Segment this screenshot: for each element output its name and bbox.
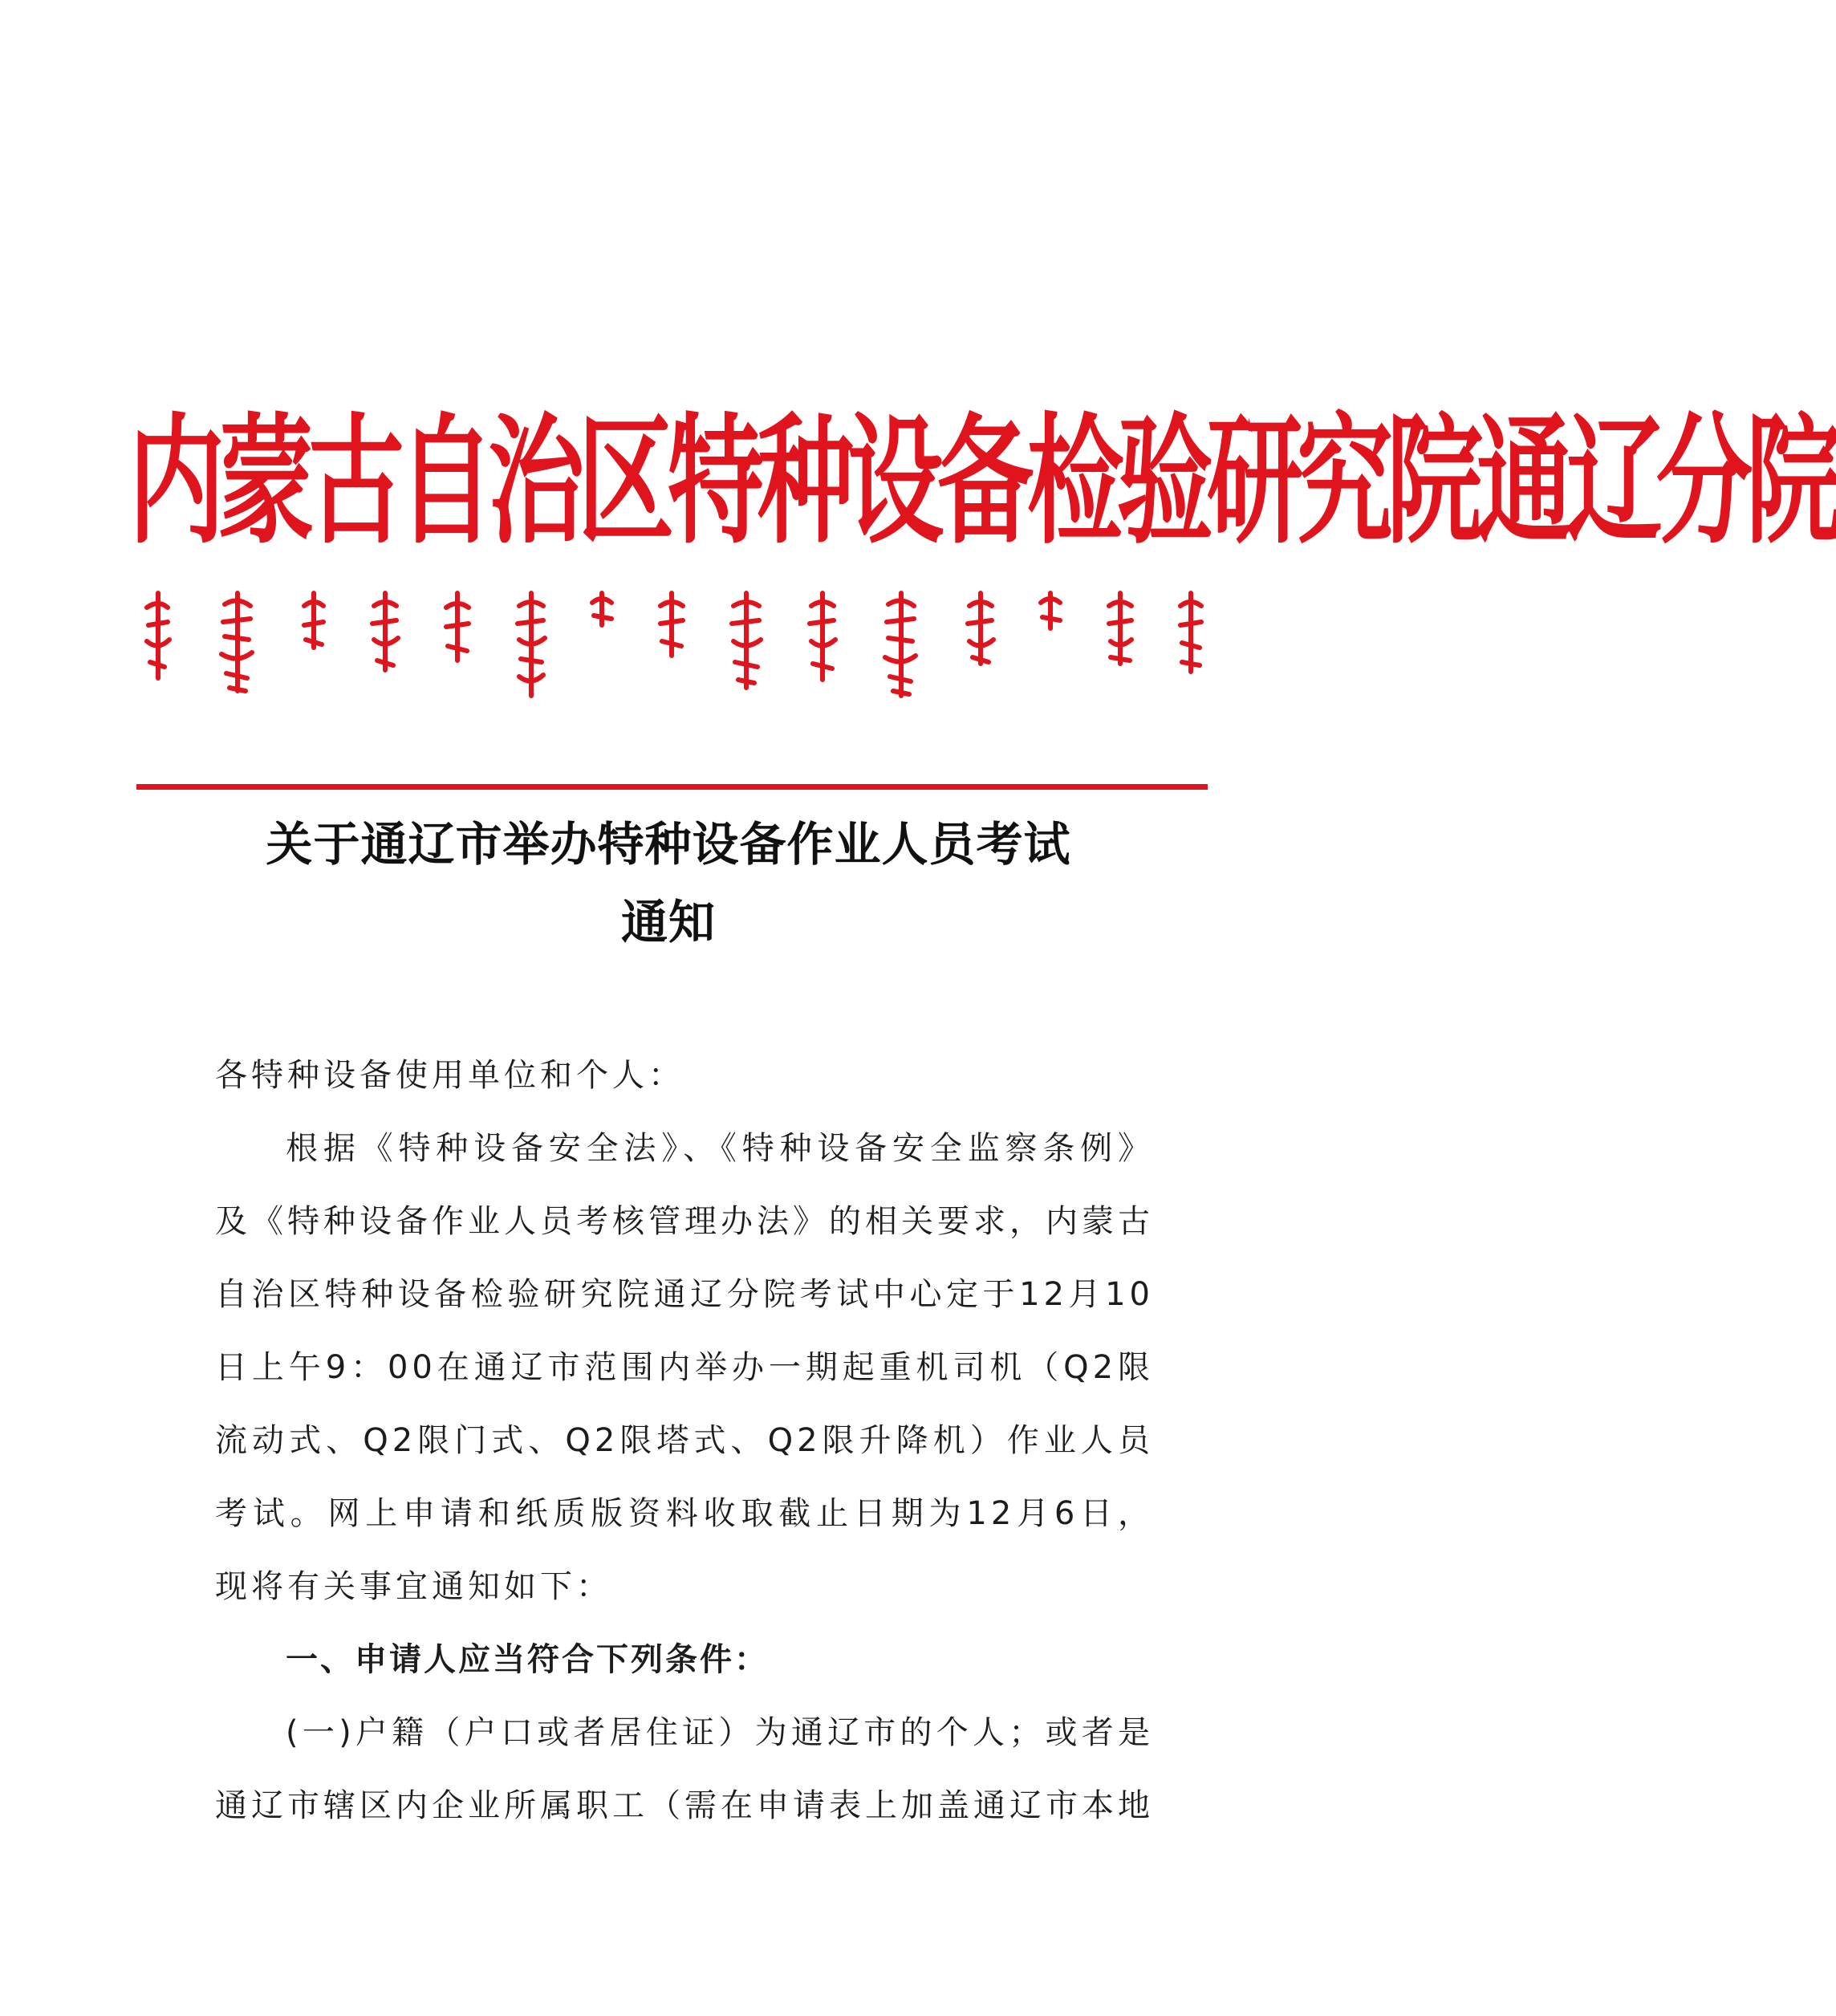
paragraph-intro: 根据《特种设备安全法》、《特种设备安全监察条例》及《特种设备作业人员考核管理办法》的相关要求，内蒙古自治区特种设备检验研究院通辽分院考试中心定于12月10日上午9：00在通辽市范围内举办一期起重机司机（Q2限流动式、Q2限门式、Q2限塔式、Q2限升降机）作业人员考试。网上申请和纸质版资料收取截止日期为12月6日，现将有关事宜通知如下： xyxy=(215,1130,1154,1605)
mongolian-word-9 xyxy=(725,590,767,694)
mongolian-word-4 xyxy=(366,590,404,678)
mongolian-word-12 xyxy=(961,590,1000,670)
letterhead-mongolian-script xyxy=(140,590,1208,702)
mongolian-word-8 xyxy=(654,590,689,662)
mongolian-word-15 xyxy=(1174,590,1208,678)
mongolian-word-11 xyxy=(877,590,925,702)
mongolian-word-7 xyxy=(587,590,618,630)
mongolian-word-1 xyxy=(140,590,177,686)
document-title-line1: 关于通辽市举办特种设备作业人员考试 xyxy=(266,817,1071,872)
mongolian-word-3 xyxy=(298,590,330,654)
document-body xyxy=(215,1039,1154,1843)
letterhead-title: 内蒙古自治区特种设备检验研究院通辽分院 xyxy=(128,399,1836,564)
salutation: 各特种设备使用单位和个人： xyxy=(215,1057,684,1094)
mongolian-word-10 xyxy=(803,590,842,686)
mongolian-word-2 xyxy=(213,590,262,698)
document-title-line2: 通知 xyxy=(620,895,716,949)
mongolian-word-14 xyxy=(1103,590,1138,670)
section-heading-1: 一、申请人应当符合下列条件： xyxy=(286,1641,769,1678)
letterhead-red-rule xyxy=(136,784,1208,790)
mongolian-word-5 xyxy=(440,590,475,666)
section1-item1: (一)户籍（户口或者居住证）为通辽市的个人；或者是通辽市辖区内企业所属职工（需在申请表上加盖通辽市本地 xyxy=(215,1714,1154,1824)
mongolian-word-13 xyxy=(1036,590,1066,634)
mongolian-word-6 xyxy=(511,590,551,702)
